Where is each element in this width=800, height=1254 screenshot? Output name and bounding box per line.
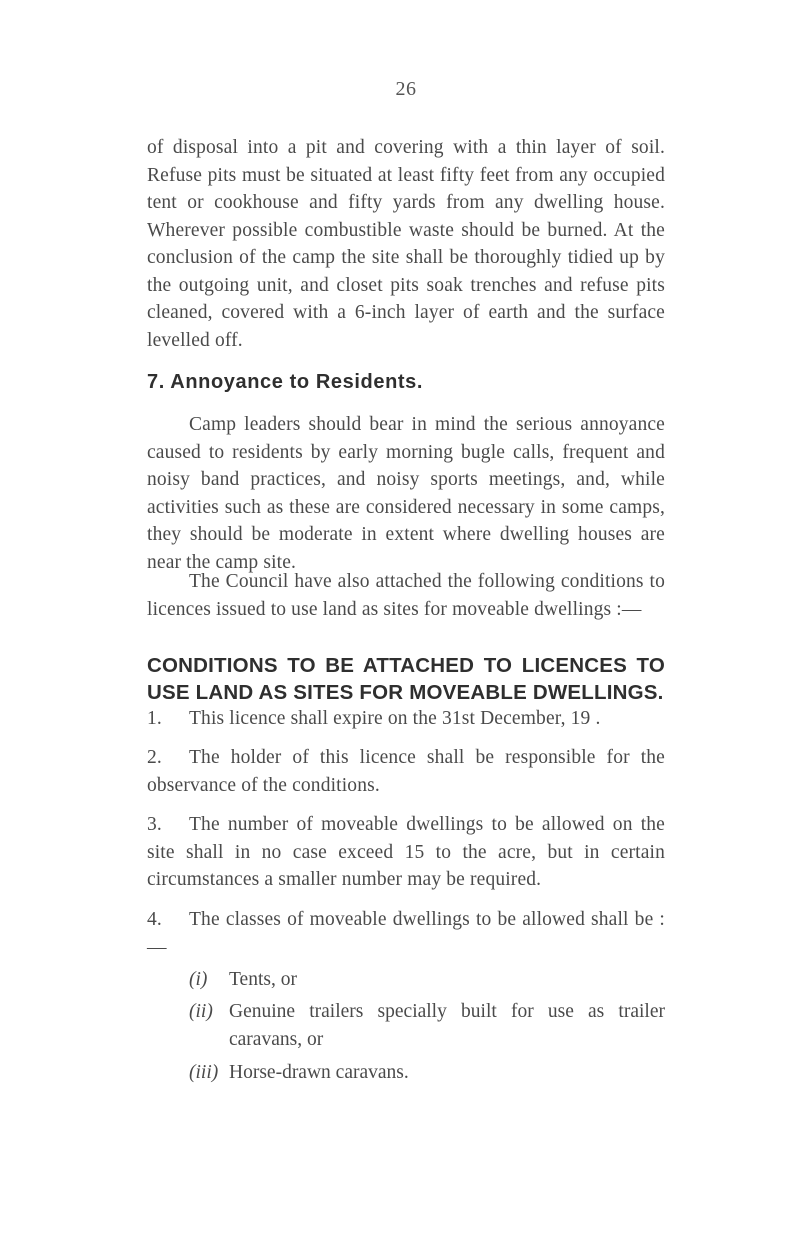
condition-number: 4. (147, 909, 162, 930)
condition-item-1 (147, 705, 665, 733)
condition-number: 1. (147, 708, 162, 729)
condition-text: The holder of this licence shall be responsible for the observance of the conditions. (147, 747, 665, 796)
sub-item-text: Genuine trailers specially built for use as trailer caravans, or (229, 1001, 665, 1050)
section-7-heading: 7. Annoyance to Residents. (147, 371, 424, 393)
sub-item-i (189, 966, 665, 994)
conditions-heading: CONDITIONS TO BE ATTACHED TO LICENCES TO USE LAND AS SITES FOR MOVEABLE DWELLINGS. (147, 654, 665, 704)
sub-item-text: Horse-drawn caravans. (229, 1062, 409, 1083)
page-number: 26 (395, 78, 417, 100)
condition-number: 3. (147, 814, 162, 835)
sub-item-mark: (iii) (189, 1062, 219, 1083)
sub-item-mark: (i) (189, 969, 208, 990)
sub-item-iii (189, 1059, 665, 1087)
sub-item-mark: (ii) (189, 1001, 213, 1022)
condition-text: This licence shall expire on the 31st December, 19 . (189, 708, 601, 729)
condition-item-2 (147, 744, 665, 799)
section-7-paragraph-1: Camp leaders should bear in mind the serious annoyance caused to residents by early morning bugle calls, frequent and noisy band practices, and noisy sports meetings, and, while activities such as these are considered necessary in some camps, they should be moderate in extent where dwelling houses are near the camp site. (147, 414, 665, 573)
intro-paragraph: of disposal into a pit and covering with a thin layer of soil. Refuse pits must be situated at least fifty feet from any occupied tent or cookhouse and fifty yards from any dwelling house. Wherever possible combustible waste should be burned. At the conclusion of the camp the site shall be thoroughly tidied up by the outgoing unit, and closet pits soak trenches and refuse pits cleaned, covered with a 6-inch layer of earth and the surface levelled off. (147, 137, 665, 351)
condition-text: The classes of moveable dwellings to be allowed shall be :— (147, 909, 665, 958)
condition-number: 2. (147, 747, 162, 768)
sub-item-text: Tents, or (229, 969, 297, 990)
section-7-paragraph-2: The Council have also attached the following conditions to licences issued to use land as sites for moveable dwellings :— (147, 571, 665, 620)
condition-item-4 (147, 906, 665, 961)
condition-item-3 (147, 811, 665, 894)
condition-text: The number of moveable dwellings to be allowed on the site shall in no case exceed 15 to the acre, but in certain circumstances a smaller number may be required. (147, 814, 665, 890)
sub-item-ii (189, 998, 665, 1053)
